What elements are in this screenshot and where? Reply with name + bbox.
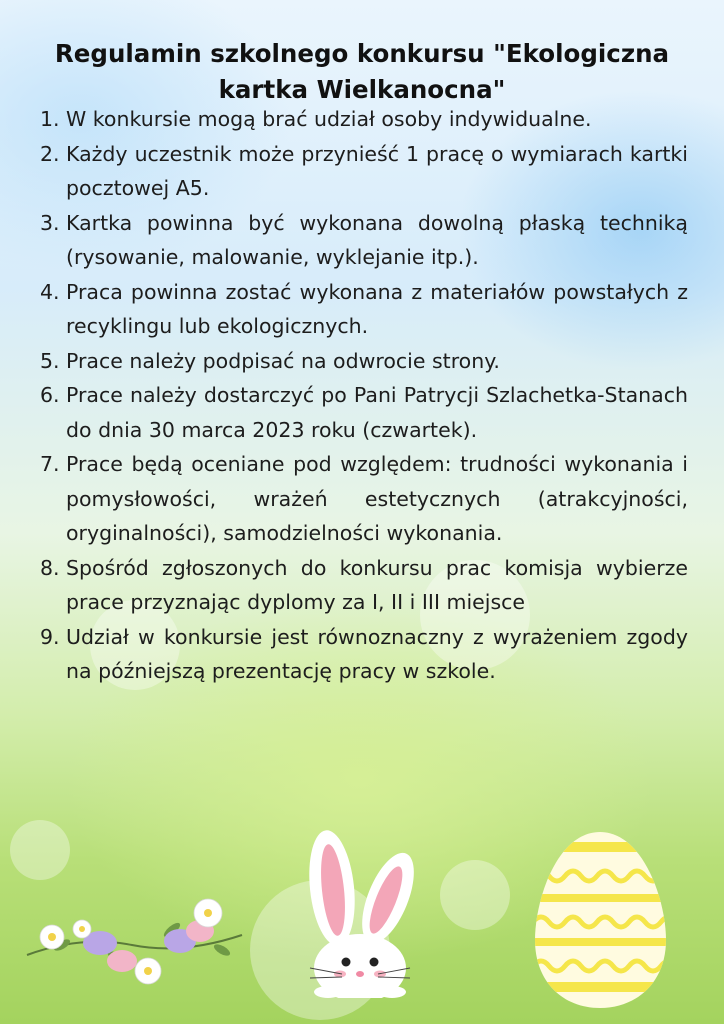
title-line-1: Regulamin szkolnego konkursu "Ekologiczna bbox=[54, 39, 670, 69]
rule-number: 4. bbox=[40, 279, 60, 304]
page-title bbox=[30, 36, 694, 108]
rule-item bbox=[40, 447, 688, 551]
rule-number: 8. bbox=[40, 555, 60, 580]
egg-pink bbox=[107, 950, 137, 972]
rule-item bbox=[40, 102, 688, 137]
rule-text: Prace należy dostarczyć po Pani Patrycji Szlachetka-Stanach do dnia 30 marca 2023 roku (czwartek). bbox=[66, 383, 688, 442]
rule-number: 9. bbox=[40, 624, 60, 649]
rule-item bbox=[40, 344, 688, 379]
rule-item bbox=[40, 137, 688, 206]
rule-item bbox=[40, 206, 688, 275]
bokeh-light bbox=[10, 820, 70, 880]
rule-number: 5. bbox=[40, 348, 60, 373]
rule-text: Praca powinna zostać wykonana z materiałów powstałych z recyklingu lub ekologicznych. bbox=[66, 279, 688, 338]
rule-item bbox=[40, 551, 688, 620]
easter-bunny-icon bbox=[300, 828, 420, 998]
rule-number: 2. bbox=[40, 141, 60, 166]
rule-text: Udział w konkursie jest równoznaczny z wyrażeniem zgody na późniejszą prezentację pracy w szkole. bbox=[66, 624, 688, 683]
rule-number: 6. bbox=[40, 383, 60, 407]
rule-text: Każdy uczestnik może przynieść 1 pracę o wymiarach kartki pocztowej A5. bbox=[66, 141, 688, 200]
rule-text: Spośród zgłoszonych do konkursu prac komisja wybierze prace przyznając dyplomy za I, II i III miejsce bbox=[66, 555, 688, 614]
title-line-2: kartka Wielkanocna" bbox=[218, 75, 506, 105]
flower-garland-icon bbox=[22, 895, 247, 995]
rule-text: Prace będą oceniane pod względem: trudności wykonania i pomysłowości, wrażeń estetycznych (atrakcyjności, oryginalności), samodzielności wykonania. bbox=[66, 452, 688, 545]
rule-number: 7. bbox=[40, 452, 60, 476]
rule-text: Kartka powinna być wykonana dowolną płaską techniką (rysowanie, malowanie, wyklejanie itp.). bbox=[66, 210, 688, 269]
rule-item bbox=[40, 378, 688, 447]
easter-egg-icon bbox=[533, 830, 668, 1010]
rules-list bbox=[40, 102, 688, 689]
rule-item bbox=[40, 275, 688, 344]
rule-text: W konkursie mogą brać udział osoby indywidualne. bbox=[66, 107, 592, 131]
rule-number: 1. bbox=[40, 107, 60, 131]
bokeh-light bbox=[440, 860, 510, 930]
rule-text: Prace należy podpisać na odwrocie strony. bbox=[66, 348, 500, 373]
rule-item bbox=[40, 620, 688, 689]
rule-number: 3. bbox=[40, 210, 60, 235]
